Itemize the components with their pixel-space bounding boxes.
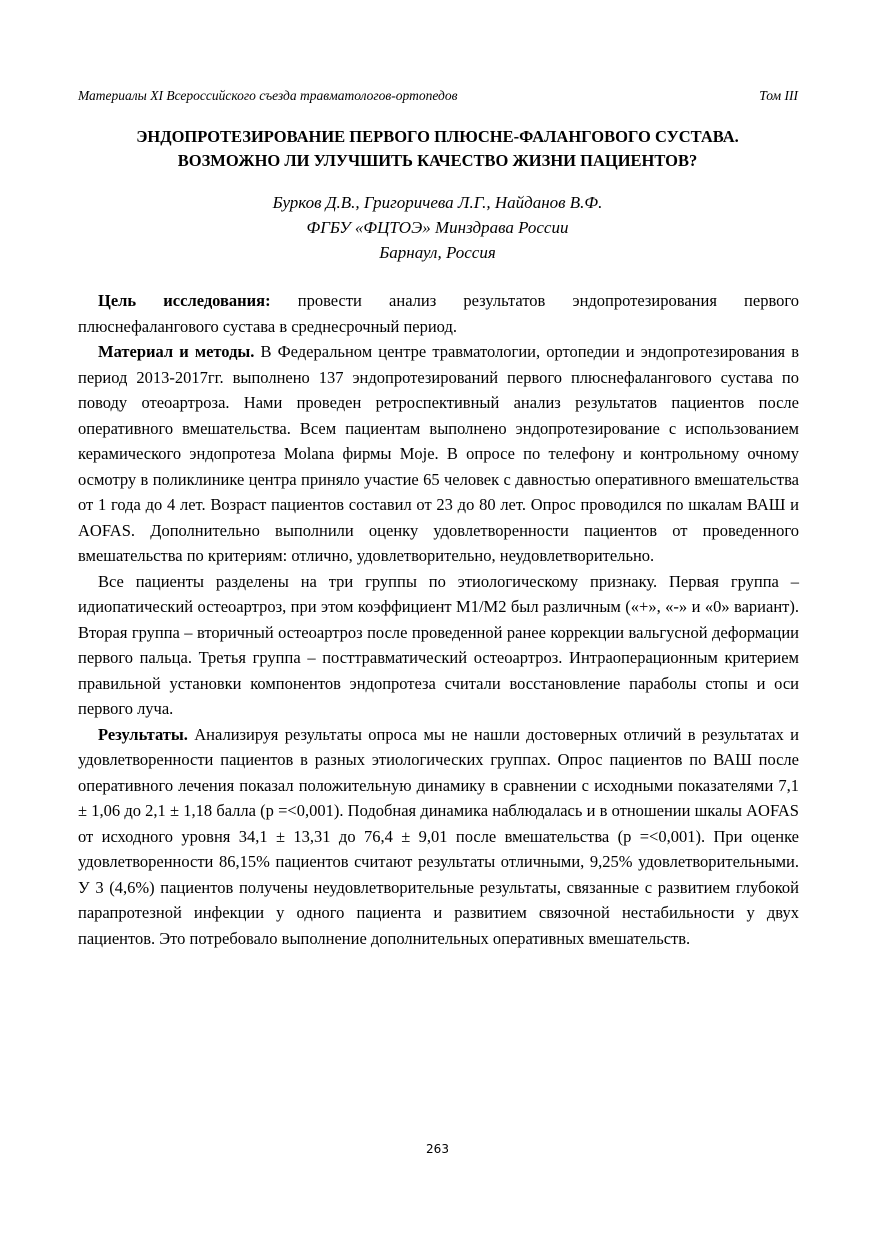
journal-title: Материалы XI Всероссийского съезда травматологов-ортопедов (78, 88, 458, 103)
results-paragraph (78, 722, 799, 952)
author-location: Барнаул, Россия (379, 243, 496, 262)
article-body (78, 288, 799, 951)
methods-label: Материал и методы. (98, 342, 255, 361)
methods-text: В Федеральном центре травматологии, ортопедии и эндопротезирования в период 2013-2017гг. выполнено 137 эндопротезирований первого плюснефалангового сустава по поводу отеоартроза. Нами проведен ретроспективный анализ результатов пациентов после оперативного вмешательства. Всем пациентам выполнено эндопротезирование с использованием керамического эндопротеза Molana фирмы Moje. В опросе по телефону и контрольному очному осмотру в поликлинике центра приняло участие 65 человек с давностью оперативного вмешательства от 1 года до 4 лет. Возраст пациентов составил от 23 до 80 лет. Опрос проводился по шкалам ВАШ и AOFAS. Дополнительно выполнили оценку удовлетворенности пациентов от проведенного вмешательства по критериям: отлично, удовлетворительно, неудовлетворительно. (78, 342, 800, 565)
author-names: Бурков Д.В., Григоричева Л.Г., Найданов В.Ф. (272, 193, 603, 212)
page-number: 263 (426, 1142, 449, 1156)
groups-text: Все пациенты разделены на три группы по этиологическому признаку. Первая группа – идиопатический остеоартроз, при этом коэффициент М1/М2 был различным («+», «-» и «0» вариант). Вторая группа – вторичный остеоартроз после проведенной ранее коррекции вальгусной деформации первого пальца. Третья группа – посттравматический остеоартроз. Интраоперационным критерием правильной установки компонентов эндопротеза считали восстановление параболы стопы и оси первого луча. (78, 571, 799, 718)
groups-paragraph (78, 569, 799, 722)
title-line-2: ВОЗМОЖНО ЛИ УЛУЧШИТЬ КАЧЕСТВО ЖИЗНИ ПАЦИЕНТОВ? (177, 151, 698, 170)
author-affiliation: ФГБУ «ФЦТОЭ» Минздрава России (306, 218, 569, 237)
volume-label: Том III (759, 88, 798, 103)
results-text: Анализируя результаты опроса мы не нашли достоверных отличий в результатах и удовлетворенности пациентов в разных этиологических группах. Опрос пациентов по ВАШ после оперативного лечения показал положительную динамику в сравнении с исходными показателями 7,1 ± 1,06 до 2,1 ± 1,18 балла (p =<0,001). Подобная динамика наблюдалась и в отношении шкалы AOFAS от исходного уровня 34,1 ± 13,31 до 76,4 ± 9,01 после вмешательства (p =<0,001). При оценке удовлетворенности 86,15% пациентов считают результаты отличными, 9,25% удовлетворительными. У 3 (4,6%) пациентов получены неудовлетворительные результаты, связанные с развитием глубокой парапротезной инфекции у одного пациента и развитием связочной нестабильности у двух пациентов. Это потребовало выполнение дополнительных оперативных вмешательств. (78, 724, 799, 948)
author-block (60, 190, 815, 265)
methods-paragraph (78, 339, 799, 569)
results-label: Результаты. (98, 724, 188, 744)
aim-label: Цель исследования: (98, 291, 271, 310)
aim-text: провести анализ результатов эндопротезирования первого плюснефалангового сустава в среднесрочный период. (78, 291, 799, 336)
article-title (60, 125, 815, 173)
aim-paragraph (78, 288, 799, 339)
title-line-1: ЭНДОПРОТЕЗИРОВАНИЕ ПЕРВОГО ПЛЮСНЕ-ФАЛАНГОВОГО СУСТАВА. (136, 127, 739, 146)
